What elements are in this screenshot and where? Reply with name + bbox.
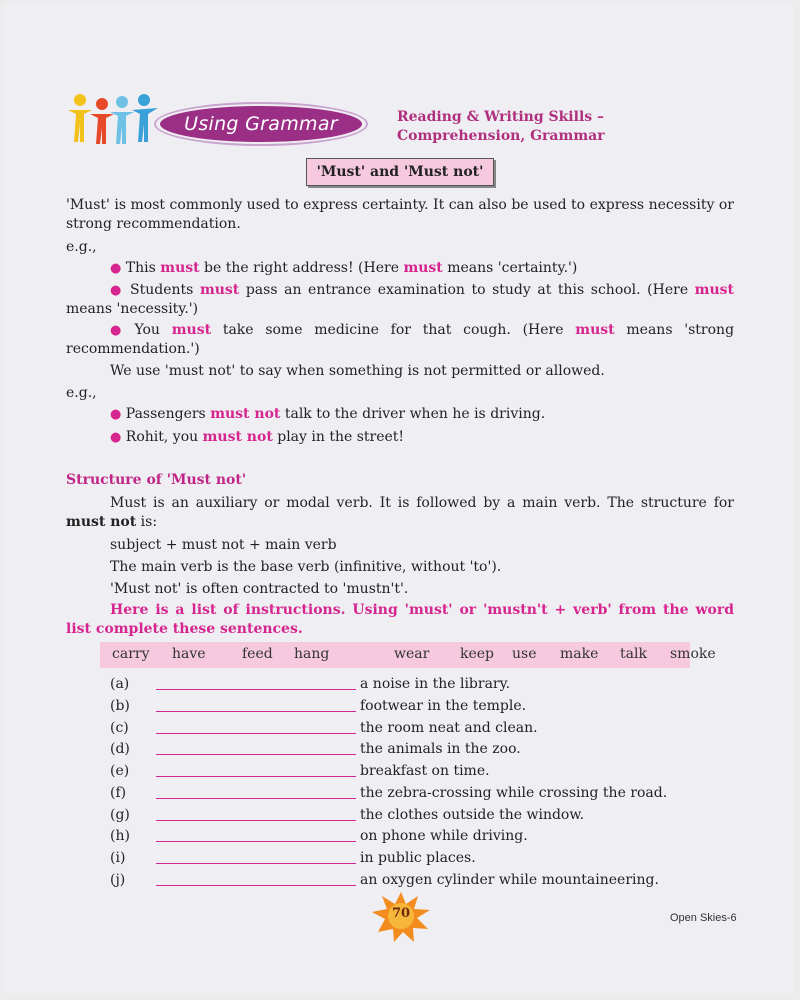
example-3: ● You must take some medicine for that cough. (Here must means 'strong recommendation.') [66,322,735,357]
word-item: hang [294,646,330,662]
structure-formula: subject + must not + main verb [110,537,337,553]
exercise-label: (f) [110,785,127,801]
example-4: ● Passengers must not talk to the driver when he is driving. [110,406,546,422]
task-instruction: Here is a list of instructions. Using 'must' or 'mustn't + verb' from the word list complete these sentences. [66,602,734,637]
exercise-text: the clothes outside the window. [360,807,585,823]
book-title-footer: Open Skies-6 [670,912,737,924]
exercise-label: (h) [110,828,130,844]
banner-title: Using Grammar [184,113,338,135]
word-item: make [560,646,599,662]
exercise-text: an oxygen cylinder while mountaineering. [360,872,659,888]
eg-label-2: e.g., [66,385,97,401]
structure-paragraph: Must is an auxiliary or modal verb. It is followed by a main verb. The structure for must not is: [66,495,734,530]
structure-heading: Structure of 'Must not' [66,472,247,488]
exercise-text: footwear in the temple. [360,698,527,714]
people-logo-icon [64,92,160,148]
exercise-label: (g) [110,807,130,823]
exercise-label: (b) [110,698,130,714]
exercise-label: (i) [110,850,126,866]
word-item: use [512,646,537,662]
answer-blank[interactable] [156,806,356,821]
bullet-icon: ● [110,261,122,276]
contraction-note: 'Must not' is often contracted to 'mustn't'. [110,581,409,597]
answer-blank[interactable] [156,871,356,886]
base-verb-note: The main verb is the base verb (infinitive, without 'to'). [110,559,502,575]
exercise-label: (c) [110,720,129,736]
exercise-text: a noise in the library. [360,676,511,692]
answer-blank[interactable] [156,762,356,777]
answer-blank[interactable] [156,784,356,799]
page-number: 70 [391,906,411,921]
intro-paragraph: 'Must' is most commonly used to express certainty. It can also be used to express necessity or strong recommendation. [66,197,734,232]
exercise-text: the room neat and clean. [360,720,538,736]
word-item: wear [394,646,430,662]
eg-label: e.g., [66,239,97,255]
exercise-label: (e) [110,763,130,779]
exercise-label: (a) [110,676,130,692]
must-not-intro: We use 'must not' to say when something is not permitted or allowed. [110,363,605,379]
word-item: carry [112,646,150,662]
example-2: ● Students must pass an entrance examination to study at this school. (Here must means 'necessity.') [66,282,735,317]
bullet-icon: ● [110,283,124,298]
exercise-text: the zebra-crossing while crossing the road. [360,785,668,801]
word-item: feed [242,646,273,662]
exercise-text: breakfast on time. [360,763,490,779]
answer-blank[interactable] [156,719,356,734]
exercise-text: in public places. [360,850,476,866]
example-5: ● Rohit, you must not play in the street! [110,429,405,445]
word-item: have [172,646,206,662]
skills-line-2: Comprehension, Grammar [397,128,605,144]
answer-blank[interactable] [156,697,356,712]
exercise-text: the animals in the zoo. [360,741,521,757]
bullet-icon: ● [110,407,122,422]
example-1: ● This must be the right address! (Here must means 'certainty.') [110,260,578,276]
skills-label [397,108,605,146]
bullet-icon: ● [110,430,122,445]
exercise-text: on phone while driving. [360,828,528,844]
bullet-icon: ● [110,323,123,338]
skills-line-1: Reading & Writing Skills – [397,109,605,125]
topic-title-box: 'Must' and 'Must not' [306,158,494,186]
word-item: smoke [670,646,716,662]
answer-blank[interactable] [156,849,356,864]
exercise-label: (d) [110,741,130,757]
exercise-label: (j) [110,872,126,888]
section-banner [160,106,362,142]
answer-blank[interactable] [156,675,356,690]
answer-blank[interactable] [156,740,356,755]
answer-blank[interactable] [156,827,356,842]
word-list-band [100,642,716,668]
word-item: talk [620,646,647,662]
word-item: keep [460,646,495,662]
